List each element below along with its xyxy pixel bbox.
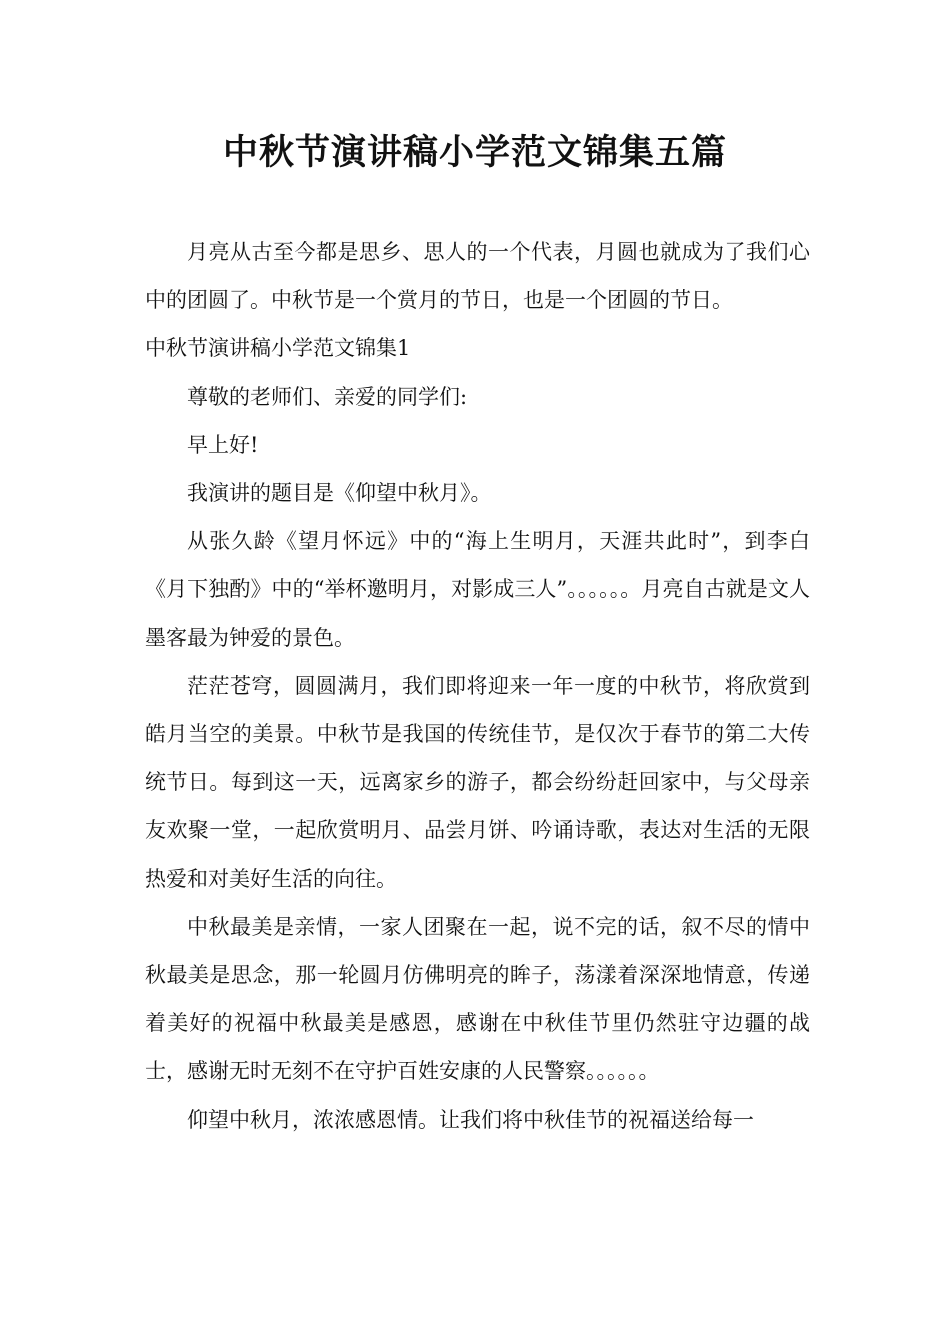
paragraph-family: 中秋最美是亲情，一家人团聚在一起，说不完的话，叙不尽的情中秋最美是思念，那一轮圆月仿佛明亮的眸子，荡漾着深深地情意，传递着美好的祝福中秋最美是感恩，感谢在中秋佳节里仍然驻守边疆的战士，感谢无时无刻不在守护百姓安康的人民警察。。。。。。: [145, 914, 810, 1084]
paragraph-poems: 从张久龄《望月怀远》中的“海上生明月，天涯共此时”，到李白《月下独酌》中的“举杯邀明月，对影成三人”。。。。。。月亮自古就是文人墨客最为钟爱的景色。: [145, 529, 810, 650]
paragraph-salutation: 尊敬的老师们、亲爱的同学们:: [187, 384, 468, 409]
paragraph-intro: 月亮从古至今都是思乡、思人的一个代表，月圆也就成为了我们心中的团圆了。中秋节是一个赏月的节日，也是一个团圆的节日。: [145, 240, 810, 313]
paragraph-greeting: 早上好!: [187, 432, 259, 457]
paragraph-closing: 仰望中秋月，浓浓感恩情。让我们将中秋佳节的祝福送给每一: [187, 1107, 754, 1132]
section-heading-1: 中秋节演讲稿小学范文锦集1: [145, 336, 411, 361]
paragraph-topic: 我演讲的题目是《仰望中秋月》。: [187, 481, 492, 506]
paragraph-festival: 茫茫苍穹，圆圆满月，我们即将迎来一年一度的中秋节，将欣赏到皓月当空的美景。中秋节是我国的传统佳节，是仅次于春节的第二大传统节日。每到这一天，远离家乡的游子，都会纷纷赶回家中，与父母亲友欢聚一堂，一起欣赏明月、品尝月饼、吟诵诗歌，表达对生活的无限热爱和对美好生活的向往。: [145, 673, 810, 891]
document-title: 中秋节演讲稿小学范文锦集五篇: [222, 133, 727, 173]
document-body: [145, 228, 810, 1144]
